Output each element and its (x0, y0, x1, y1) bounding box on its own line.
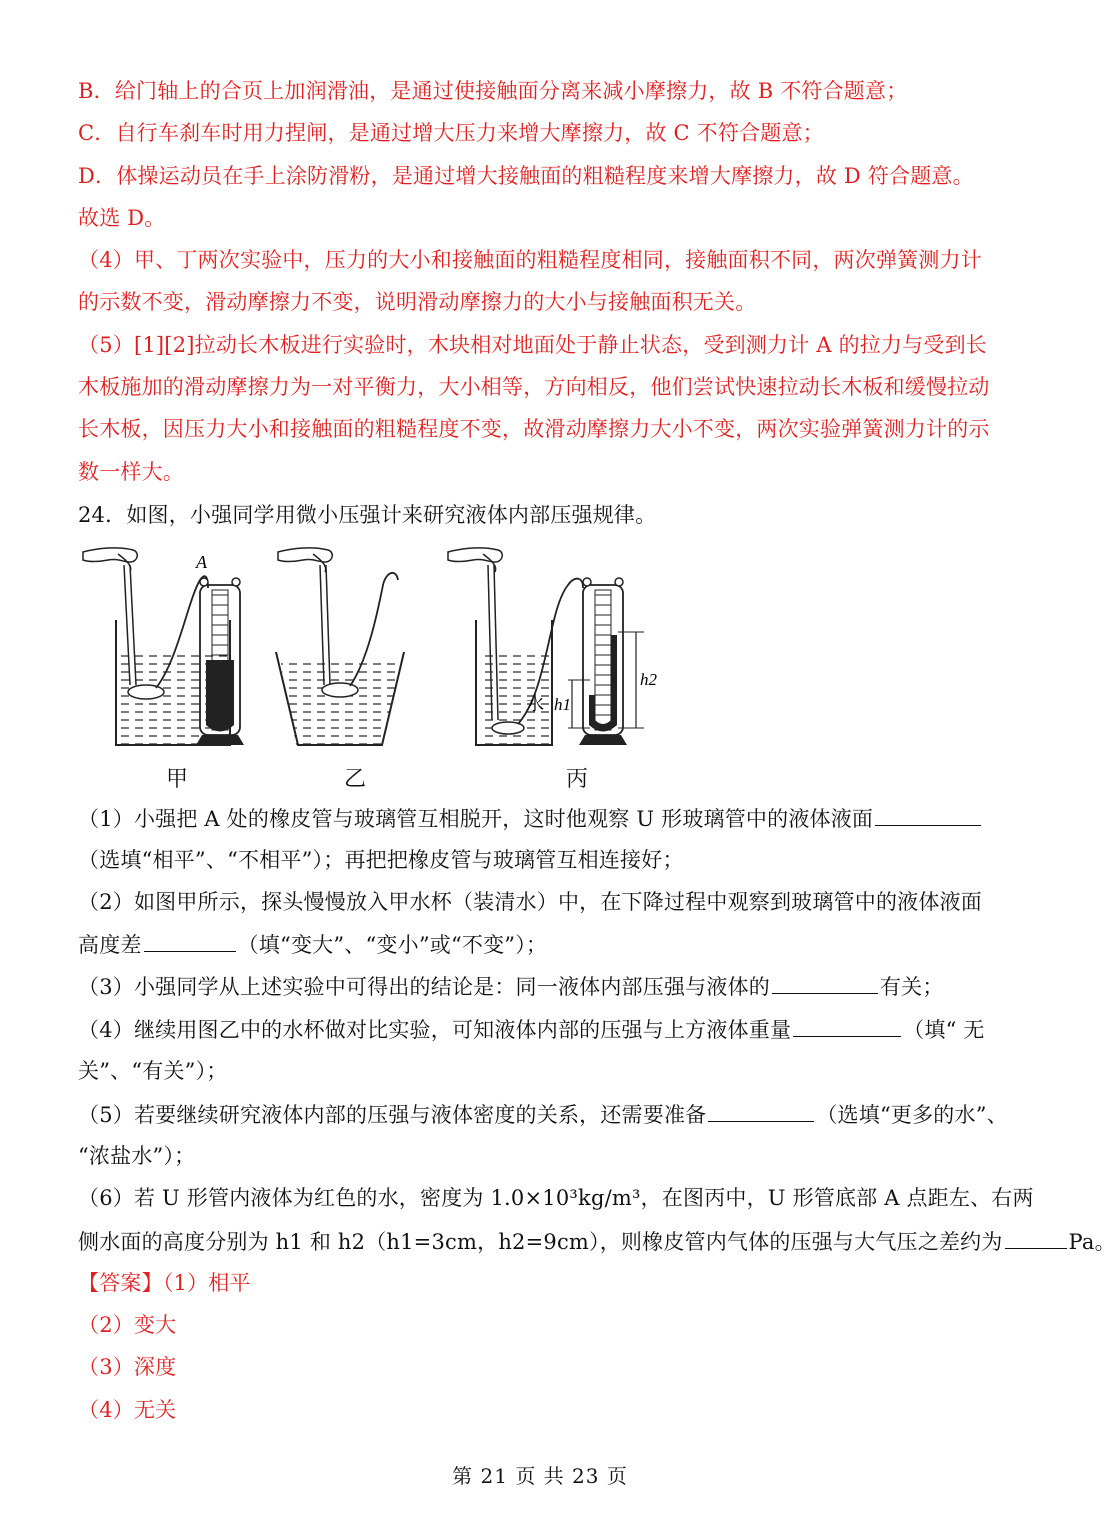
question-intro: 24．如图，小强同学用微小压强计来研究液体内部压强规律。 (78, 503, 657, 527)
caption-jia: 甲 (166, 767, 189, 792)
caption-bing: 丙 (566, 767, 589, 792)
answer-line-5d: 数一样大。 (78, 460, 184, 484)
q5-line-b: “浓盐水”）； (78, 1144, 196, 1168)
page-footer: 第 21 页 共 23 页 (452, 1464, 628, 1488)
q6-answer-blank[interactable] (1005, 1226, 1067, 1249)
label-h1: h1 (554, 695, 571, 714)
answer-line-b: B．给门轴上的合页上加润滑油，是通过使接触面分离来减小摩擦力，故 B 不符合题意； (78, 79, 908, 103)
q2-answer-blank[interactable] (144, 929, 236, 952)
setup-jia (83, 548, 244, 745)
label-h2: h2 (640, 670, 657, 689)
answer-4: （4）无关 (78, 1398, 177, 1422)
setup-yi (276, 548, 404, 745)
answer-line-d: D．体操运动员在手上涂防滑粉，是通过增大接触面的粗糙程度来增大摩擦力，故 D 符合题意。 (78, 164, 974, 188)
pressure-gauge-figure (78, 540, 678, 795)
answer-line-5a: （5）[1][2]拉动长木板进行实验时，木块相对地面处于静止状态，受到测力计 A 的拉力与受到长 (78, 333, 987, 357)
label-water: 水 (526, 694, 544, 715)
q5-answer-blank[interactable] (708, 1099, 814, 1122)
answer-3: （3）深度 (78, 1355, 177, 1379)
answer-line-5c: 长木板，因压力大小和接触面的粗糙程度不变，故滑动摩擦力大小不变，两次实验弹簧测力计的示 (78, 417, 990, 441)
q4-answer-blank[interactable] (793, 1014, 901, 1037)
q5-line-a: （5）若要继续研究液体内部的压强与液体密度的关系，还需要准备 （选填“更多的水”、 (78, 1099, 1008, 1130)
q2-line-a: （2）如图甲所示，探头慢慢放入甲水杯（装清水）中，在下降过程中观察到玻璃管中的液体液面 (78, 890, 982, 914)
answer-line-choice: 故选 D。 (78, 206, 166, 230)
q4-line-b: 关”、“有关”）； (78, 1059, 228, 1083)
q3-answer-blank[interactable] (772, 971, 878, 994)
caption-yi: 乙 (344, 767, 367, 792)
answer-2: （2）变大 (78, 1313, 177, 1337)
q2-line-b: 高度差 （填“变大”、“变小”或“不变”）； (78, 929, 547, 960)
answer-line-5b: 木板施加的滑动摩擦力为一对平衡力，大小相等，方向相反，他们尝试快速拉动长木板和缓慢拉动 (78, 375, 990, 399)
answer-1: 【答案】（1）相平 (78, 1271, 251, 1295)
answer-line-c: C．自行车刹车时用力捏闸，是通过增大压力来增大摩擦力，故 C 不符合题意； (78, 121, 824, 145)
q6-line-b: 侧水面的高度分别为 h1 和 h2（h1=3cm，h2=9cm），则橡皮管内气体的压强与大气压之差约为 Pa。 (78, 1226, 1116, 1257)
answer-line-4a: （4）甲、丁两次实验中，压力的大小和接触面的粗糙程度相同，接触面积不同，两次弹簧测力计 (78, 248, 982, 272)
q4-line-a: （4）继续用图乙中的水杯做对比实验，可知液体内部的压强与上方液体重量 （填“ 无 (78, 1014, 985, 1045)
q1-answer-blank[interactable] (875, 803, 981, 826)
q3-line: （3）小强同学从上述实验中可得出的结论是：同一液体内部压强与液体的 有关； (78, 971, 944, 1002)
label-a: A (196, 552, 207, 572)
q1-line-b: （选填“相平”、“不相平”）；再把把橡皮管与玻璃管互相连接好； (78, 848, 684, 872)
q6-line-a: （6）若 U 形管内液体为红色的水，密度为 1.0×10³kg/m³，在图丙中，U 形管底部 A 点距左、右两 (78, 1186, 1034, 1210)
q1-line-a: （1）小强把 A 处的橡皮管与玻璃管互相脱开，这时他观察 U 形玻璃管中的液体液面 (78, 803, 983, 834)
setup-bing (448, 548, 658, 745)
answer-tag: 【答案】 (78, 1271, 163, 1295)
answer-line-4b: 的示数不变，滑动摩擦力不变，说明滑动摩擦力的大小与接触面积无关。 (78, 290, 757, 314)
